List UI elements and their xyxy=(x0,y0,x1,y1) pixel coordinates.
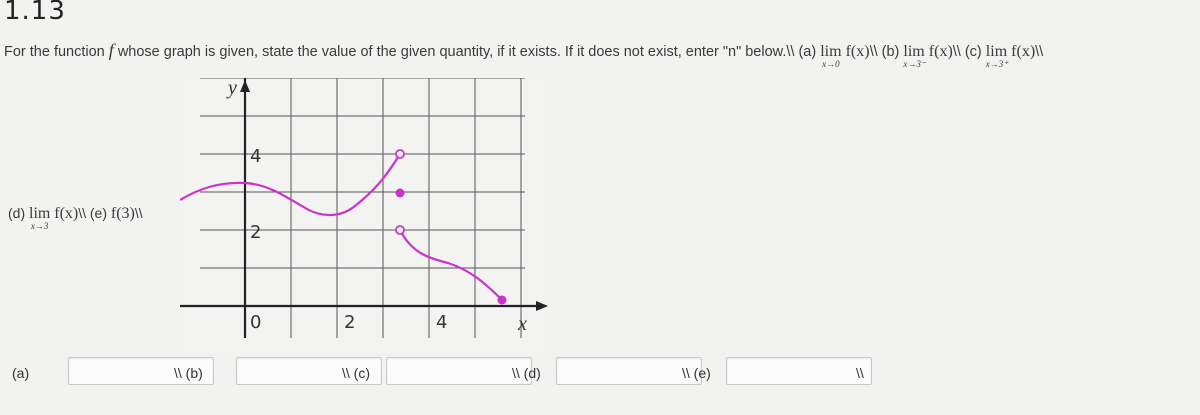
part-d-e-expression xyxy=(8,205,143,231)
curve-end-point xyxy=(498,296,507,305)
answers-tail: \\ xyxy=(856,365,864,381)
answer-label-a: (a) xyxy=(12,365,30,381)
answer-label-e: \\ (e) xyxy=(682,365,711,381)
answer-input-c[interactable] xyxy=(386,357,532,385)
answer-label-d: \\ (d) xyxy=(512,365,541,381)
answer-label-b: \\ (b) xyxy=(174,365,203,381)
y-axis-label: y xyxy=(228,78,237,99)
graph-svg xyxy=(180,78,550,353)
part-e-expr: f(3) xyxy=(110,205,135,222)
lim-word: lim xyxy=(903,43,925,60)
function-graph xyxy=(180,78,550,353)
x-tick-label-2: 2 xyxy=(344,312,356,333)
limit-c-subscript: x→3⁺ xyxy=(985,59,1009,69)
limit-d xyxy=(29,205,51,231)
limit-d-subscript: x→3 xyxy=(30,221,49,231)
answer-row xyxy=(0,353,1200,393)
x-tick-label-4: 4 xyxy=(436,312,448,333)
x-tick-label-0: 0 xyxy=(250,312,262,333)
graph-background xyxy=(180,78,550,353)
problem-prompt xyxy=(4,40,1194,69)
limit-d-expr: f(x) xyxy=(54,205,79,222)
separator-c: \\ (c) xyxy=(952,44,986,60)
part-d-prefix: (d) xyxy=(8,205,29,221)
filled-point xyxy=(396,189,405,198)
answer-input-d[interactable] xyxy=(556,357,702,385)
limit-c-expr: f(x) xyxy=(1011,43,1036,60)
lim-word: lim xyxy=(29,205,51,222)
lim-word: lim xyxy=(985,43,1008,60)
limit-a-expr: f(x) xyxy=(845,43,870,60)
y-tick-label-4: 4 xyxy=(250,146,262,167)
prompt-text-before: For the function xyxy=(4,44,109,60)
y-tick-label-2: 2 xyxy=(250,222,262,243)
limit-b xyxy=(903,43,926,69)
limit-a xyxy=(820,43,842,69)
problem-number: 1.13 xyxy=(4,0,66,26)
limit-a-subscript: x→0 xyxy=(822,59,840,69)
separator-b: \\ (b) xyxy=(869,44,904,60)
open-point-bottom xyxy=(396,226,404,234)
limit-c xyxy=(985,43,1009,69)
separator-e: \\ (e) xyxy=(78,205,111,221)
open-point-top xyxy=(396,150,404,158)
left-expr-tail: \\ xyxy=(134,205,143,221)
answer-input-e[interactable] xyxy=(726,357,872,385)
x-axis-label: x xyxy=(518,313,527,335)
prompt-tail: \\ xyxy=(1035,44,1044,60)
function-variable: f xyxy=(108,40,114,60)
lim-word: lim xyxy=(820,43,842,60)
answer-label-c: \\ (c) xyxy=(342,365,370,381)
limit-b-subscript: x→3⁻ xyxy=(903,59,926,69)
limit-b-expr: f(x) xyxy=(928,43,953,60)
prompt-text-after: whose graph is given, state the value of the given quantity, if it exists. If it does not exist, enter "n" below.\\ (a) xyxy=(113,44,821,60)
